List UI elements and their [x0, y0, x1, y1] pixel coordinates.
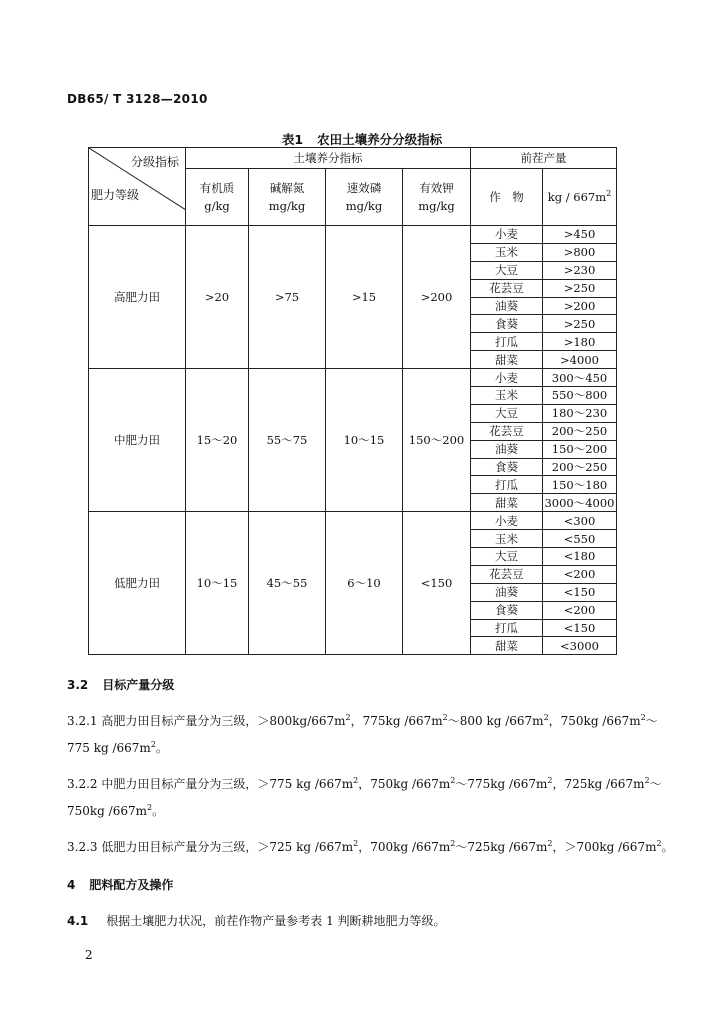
crop-cell: 打瓜: [471, 476, 543, 494]
yield-cell: 200～250: [543, 422, 617, 440]
para-3-2-1-line1: 3.2.1 高肥力田目标产量分为三级，$>800kg/667m^2$，775kg $/667m^2\sim 800$ kg $/667m^2$，750kg $/667m^2\sim$: [67, 713, 658, 728]
yield-cell: <300: [543, 512, 617, 530]
crop-cell: 打瓜: [471, 333, 543, 351]
yield-cell: 3000～4000: [544, 495, 615, 510]
yield-cell: >250: [543, 315, 617, 333]
yield-cell: 150～200: [543, 440, 617, 458]
yield-cell: 200～250: [543, 458, 617, 476]
yield-cell: >800: [543, 243, 617, 261]
yield-cell: >180: [543, 333, 617, 351]
yield-cell: >230: [543, 261, 617, 279]
col-organic-matter: 有机质 g/kg: [186, 169, 249, 226]
crop-cell: 花芸豆: [471, 279, 543, 297]
crop-cell: 甜菜: [471, 351, 543, 369]
yield-cell: <200: [543, 601, 617, 619]
table-caption-title: 农田土壤养分分级指标: [317, 132, 443, 147]
crop-cell: 油葵: [471, 297, 543, 315]
grade-name-cell: 高肥力田: [89, 226, 186, 369]
crop-cell: 食葵: [471, 601, 543, 619]
crop-cell: 小麦: [471, 226, 543, 244]
yield-cell: <150: [543, 583, 617, 601]
col-yield: kg / $667m^2$: [543, 169, 617, 226]
nitrogen-cell: 45～55: [249, 512, 326, 655]
crop-cell: 小麦: [471, 369, 543, 387]
col-alkali-nitrogen: 碱解氮 mg/kg: [249, 169, 326, 226]
phosphorus-cell: 6～10: [326, 512, 403, 655]
organic-matter-cell: 15～20: [186, 369, 249, 512]
standard-code: DB65/ T 3128—2010: [67, 92, 208, 106]
organic-matter-cell: >20: [186, 226, 249, 369]
crop-cell: 花芸豆: [471, 565, 543, 583]
para-3-2-2-line2: 750kg $/667m^2$。: [67, 803, 165, 818]
organic-matter-cell: 10～15: [186, 512, 249, 655]
grade-name-cell: 中肥力田: [89, 369, 186, 512]
crop-cell: 大豆: [471, 404, 543, 422]
section-3-2-heading: 3.2 目标产量分级: [67, 678, 175, 692]
table-row: [89, 226, 617, 244]
table-caption: [0, 130, 724, 148]
col-available-potassium: 有效钾 mg/kg: [403, 169, 471, 226]
para-3-2-3: 3.2.3 低肥力田目标产量分为三级，＞725 kg $/667m^2$，700kg $/667m^2\sim 725kg$ $/667m^2$，＞700kg $/667m^2$。: [67, 839, 674, 854]
crop-cell: 打瓜: [471, 619, 543, 637]
grade-rows: [89, 226, 617, 655]
crop-cell: 油葵: [471, 583, 543, 601]
crop-cell: 食葵: [471, 315, 543, 333]
soil-nutrient-table: [88, 147, 617, 655]
table-row: [89, 369, 617, 387]
potassium-cell: >200: [403, 226, 471, 369]
crop-cell: 大豆: [471, 548, 543, 566]
diag-label-grading-index: 分级指标: [130, 155, 179, 169]
grade-name-cell: 低肥力田: [89, 512, 186, 655]
col-crop: 作 物: [471, 169, 543, 226]
crop-cell: 玉米: [471, 530, 543, 548]
yield-cell: <550: [543, 530, 617, 548]
crop-cell: 甜菜: [471, 637, 543, 655]
section-4-heading: 4 肥料配方及操作: [67, 878, 174, 892]
para-3-2-2-line1: 3.2.2 中肥力田目标产量分为三级，＞775 kg $/667m^2$，750kg $/667m^2\sim 775kg$ $/667m^2$，725kg $/667m^2\sim$: [67, 776, 662, 791]
phosphorus-cell: 10～15: [326, 369, 403, 512]
potassium-cell: 150～200: [403, 369, 471, 512]
para-4-1: 4.1 根据土壤肥力状况，前茬作物产量参考表 1 判断耕地肥力等级。: [67, 914, 446, 928]
crop-cell: 花芸豆: [471, 422, 543, 440]
crop-cell: 大豆: [471, 261, 543, 279]
yield-cell: >200: [543, 297, 617, 315]
para-3-2-1-line2: 775 kg $/667m^2$。: [67, 740, 168, 755]
nitrogen-cell: 55～75: [249, 369, 326, 512]
yield-cell: 300～450: [543, 369, 617, 387]
phosphorus-cell: >15: [326, 226, 403, 369]
yield-cell: 550～800: [543, 387, 617, 405]
nitrogen-cell: >75: [249, 226, 326, 369]
page-number: 2: [85, 948, 93, 962]
crop-cell: 小麦: [471, 512, 543, 530]
diagonal-header-cell: [89, 148, 186, 226]
col-available-phosphorus: 速效磷 mg/kg: [326, 169, 403, 226]
yield-cell: >250: [543, 279, 617, 297]
crop-cell: 油葵: [471, 440, 543, 458]
yield-cell: 150～180: [543, 476, 617, 494]
yield-cell: <150: [543, 619, 617, 637]
crop-cell: 玉米: [471, 243, 543, 261]
crop-cell: 甜菜: [471, 494, 543, 512]
yield-cell: <3000: [543, 637, 617, 655]
yield-cell: <200: [543, 565, 617, 583]
group-header-soil-nutrients: 土壤养分指标: [186, 148, 471, 169]
yield-cell: >4000: [543, 351, 617, 369]
crop-cell: 玉米: [471, 387, 543, 405]
table-caption-number: 表1: [281, 132, 304, 147]
group-header-previous-yield: 前茬产量: [471, 148, 617, 169]
crop-cell: 食葵: [471, 458, 543, 476]
yield-cell: <180: [543, 548, 617, 566]
diag-label-fertility-grade: 肥力等级: [91, 188, 140, 202]
table-row: [89, 512, 617, 530]
potassium-cell: <150: [403, 512, 471, 655]
yield-cell: 180～230: [543, 404, 617, 422]
yield-cell: >450: [543, 226, 617, 244]
